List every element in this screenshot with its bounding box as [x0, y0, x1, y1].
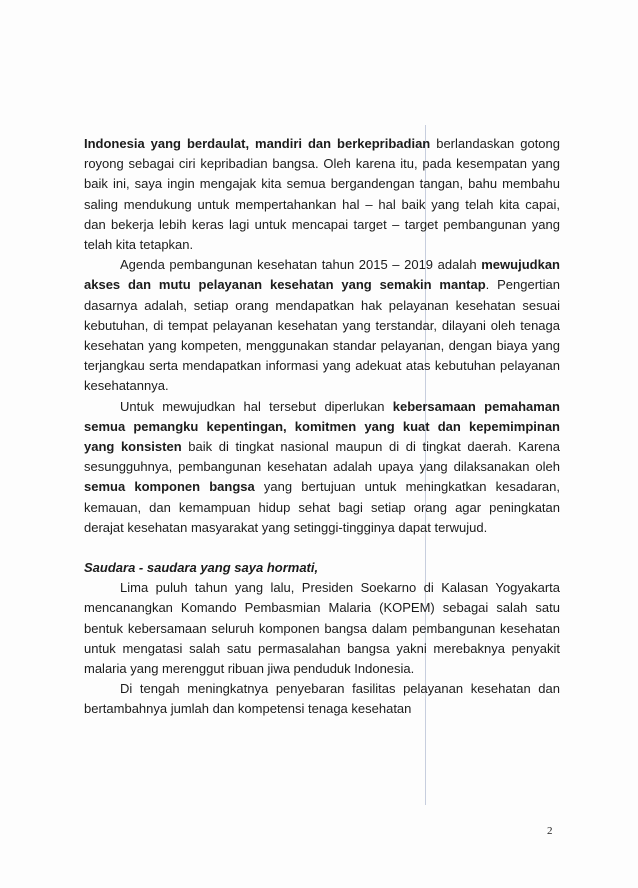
paragraph-4: Lima puluh tahun yang lalu, Presiden Soekarno di Kalasan Yogyakarta mencanangkan Komando Pembasmian Malaria (KOPEM) sebagai salah satu bentuk kebersamaan seluruh komponen bangsa dalam pembangunan kesehatan untuk mengatasi salah satu permasalahan bangsa yakni merebaknya penyakit malaria yang merenggut ribuan jiwa penduduk Indonesia.: [84, 580, 560, 677]
section-heading: Saudara - saudara yang saya hormati,: [84, 560, 319, 576]
bold-phrase: Indonesia yang berdaulat, mandiri dan berkepribadian: [84, 136, 431, 151]
paragraph-2: [84, 255, 560, 396]
paragraph-text: baik di tingkat nasional maupun di di tingkat daerah. Karena sesungguhnya, pembangunan kesehatan adalah upaya yang dilaksanakan oleh: [84, 439, 560, 475]
body-text: [84, 134, 560, 720]
bold-phrase: mewujudkan akses dan mutu pelayanan kesehatan yang semakin mantap: [84, 257, 560, 293]
bold-phrase: semua komponen bangsa: [84, 479, 255, 495]
paragraph-text: . Pengertian dasarnya adalah, setiap orang mendapatkan hak pelayanan kesehatan sesuai kebutuhan, di tempat pelayanan kesehatan yang terstandar, dilayani oleh tenaga kesehatan yang kompeten, menggunakan standar pelayanan, dengan biaya yang terjangkau serta mendapatkan informasi yang adekuat atas kebutuhan pelayanan kesehatannya.: [84, 277, 560, 394]
paragraph-text: yang bertujuan untuk meningkatkan kesadaran, kemauan, dan kemampuan hidup sehat bagi setiap orang agar peningkatan derajat kesehatan masyarakat yang setinggi-tingginya dapat terwujud.: [84, 479, 560, 535]
paragraph-1: [84, 134, 560, 255]
paragraph-5: Di tengah meningkatnya penyebaran fasilitas pelayanan kesehatan dan bertambahnya jumlah dan kompetensi tenaga kesehatan: [84, 681, 560, 717]
paragraph-text: berlandaskan gotong royong sebagai ciri kepribadian bangsa. Oleh karena itu, pada kesempatan yang baik ini, saya ingin mengajak kita semua bergandengan tangan, bahu membahu saling mendukung untuk mempertahankan hal – hal baik yang telah kita capai, dan bekerja lebih keras lagi untuk mencapai target – target pembangunan yang telah kita tetapkan.: [84, 136, 561, 253]
paragraph-text: Untuk mewujudkan hal tersebut diperlukan: [120, 398, 393, 414]
paragraph-text: Agenda pembangunan kesehatan tahun 2015 – 2019 adalah: [120, 257, 482, 273]
bold-phrase: kebersamaan pemahaman semua pemangku kepentingan, komitmen yang kuat dan kepemimpinan yang konsisten: [84, 398, 560, 455]
page-number: 2: [547, 825, 553, 837]
paragraph-3: [84, 397, 560, 538]
